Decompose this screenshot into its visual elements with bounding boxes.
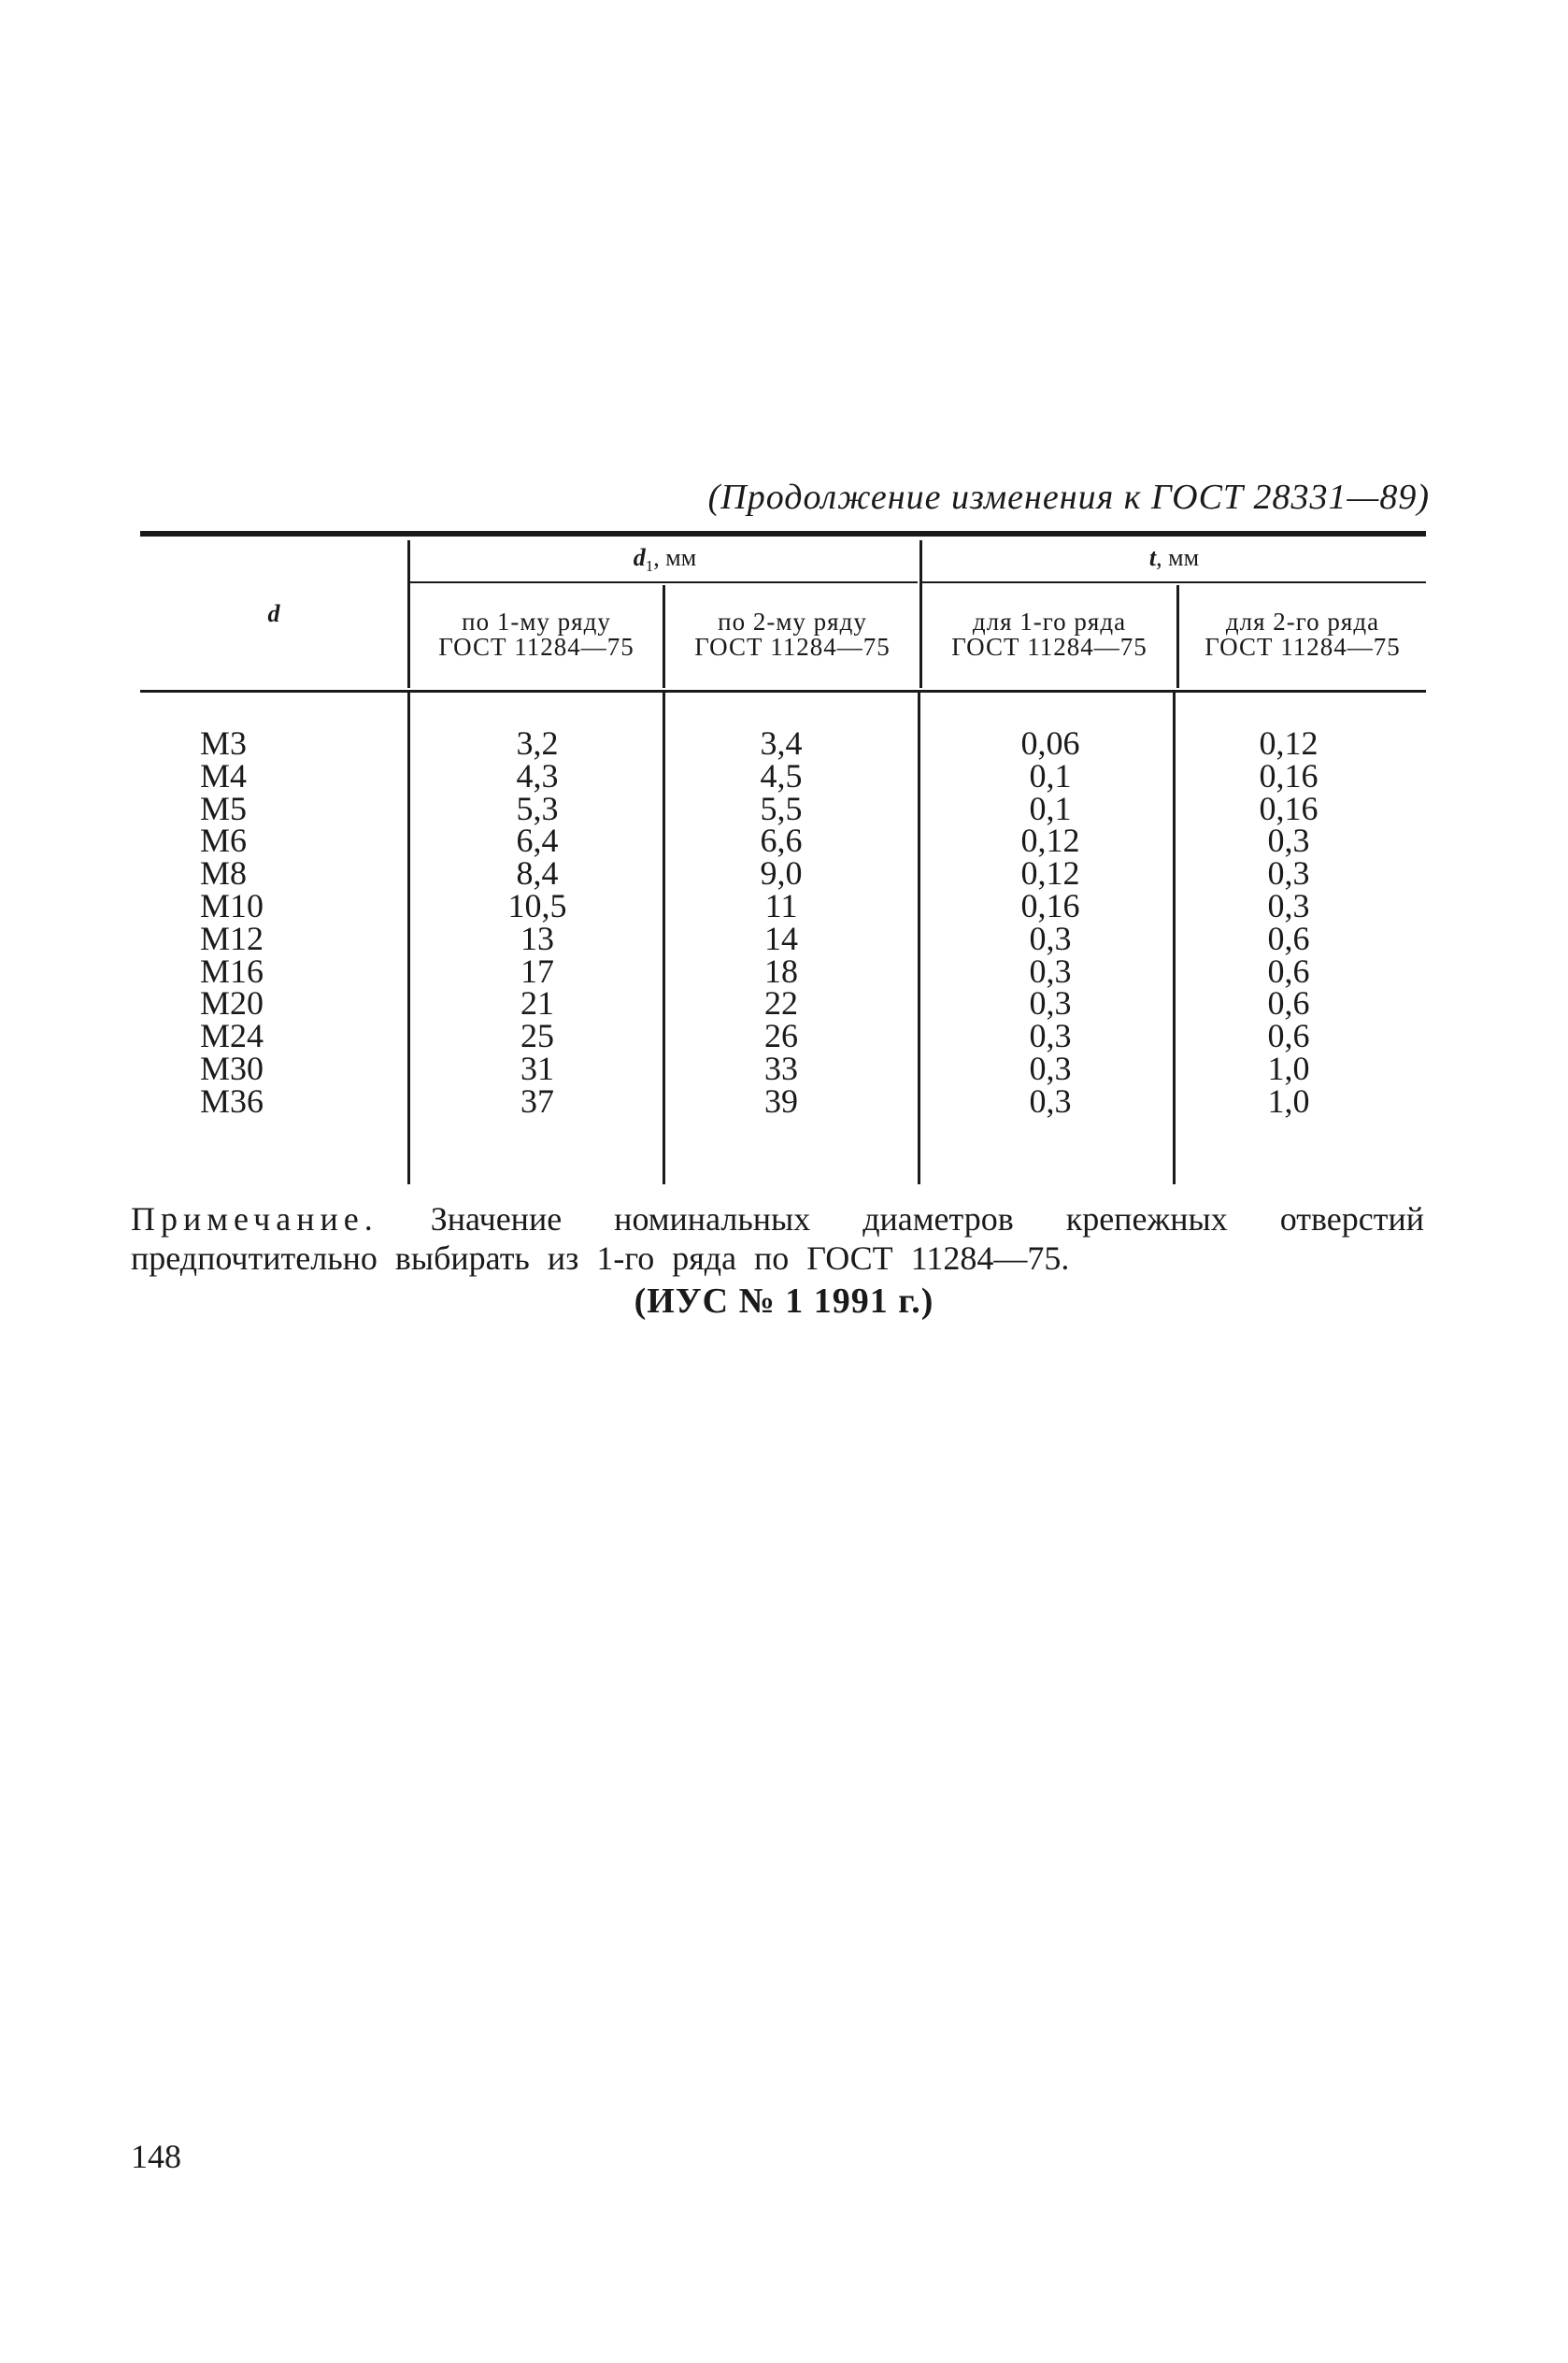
note-text: Значение номинальных диаметров крепежных отверстий предпочтительно выбирать из 1-го ряда по ГОСТ 11284—75. — [131, 1200, 1425, 1277]
cell-d1-row1: 31 — [520, 1049, 554, 1087]
cell-t-row1: 0,12 — [1020, 822, 1080, 860]
cell-d1-row2: 33 — [764, 1049, 798, 1087]
cell-t-row1: 0,3 — [1029, 1049, 1072, 1087]
cell-d1-row2: 5,5 — [760, 789, 803, 827]
column-t-row1-values — [990, 724, 1111, 1120]
row-header-d: d — [267, 600, 280, 627]
cell-d1-row1: 4,3 — [516, 756, 559, 795]
cell-d: M36 — [200, 1081, 264, 1120]
column-divider — [407, 693, 410, 1184]
cell-d1-row2: 9,0 — [760, 854, 803, 893]
column-d-values — [200, 724, 312, 1120]
table-note — [131, 1199, 1424, 1278]
cell-t-row1: 0,3 — [1029, 919, 1072, 957]
cell-t-row1: 0,3 — [1029, 1017, 1072, 1055]
subcolumn-header-d1-row2: по 2-му ряду ГОСТ 11284—75 — [694, 608, 891, 661]
page-number: 148 — [131, 2138, 181, 2175]
cell-t-row1: 0,3 — [1029, 984, 1072, 1023]
cell-d1-row1: 5,3 — [516, 789, 559, 827]
cell-t-row2: 0,6 — [1267, 1017, 1310, 1055]
subcolumn-header-d1-row1: по 1-му ряду ГОСТ 11284—75 — [438, 608, 634, 661]
cell-d1-row1: 10,5 — [507, 886, 567, 924]
group-underline-d1 — [408, 581, 918, 583]
cell-d: M3 — [200, 724, 248, 762]
cell-t-row2: 1,0 — [1267, 1049, 1310, 1087]
column-divider — [1173, 693, 1176, 1184]
cell-t-row1: 0,06 — [1020, 724, 1080, 762]
cell-d: M6 — [200, 822, 248, 860]
cell-d: M10 — [200, 886, 264, 924]
cell-d: M20 — [200, 984, 264, 1023]
note-label: Примечание. — [131, 1200, 378, 1238]
subcolumn-header-t-row2: для 2-го ряда ГОСТ 11284—75 — [1205, 608, 1401, 661]
cell-d1-row2: 18 — [764, 952, 798, 990]
cell-t-row1: 0,3 — [1029, 952, 1072, 990]
cell-d1-row2: 22 — [764, 984, 798, 1023]
group-underline-t — [922, 581, 1426, 583]
cell-d1-row2: 14 — [764, 919, 798, 957]
cell-t-row2: 0,16 — [1259, 756, 1319, 795]
cell-d1-row2: 39 — [764, 1081, 798, 1120]
cell-d1-row1: 21 — [520, 984, 554, 1023]
cell-d1-row2: 26 — [764, 1017, 798, 1055]
cell-t-row1: 0,3 — [1029, 1081, 1072, 1120]
cell-t-row1: 0,16 — [1020, 886, 1080, 924]
cell-d: M5 — [200, 789, 248, 827]
cell-d1-row1: 6,4 — [516, 822, 559, 860]
table-top-rule — [140, 531, 1426, 537]
cell-d: M24 — [200, 1017, 264, 1055]
column-divider — [663, 693, 665, 1184]
cell-d: M4 — [200, 756, 248, 795]
subcolumn-header-t-row1: для 1-го ряда ГОСТ 11284—75 — [951, 608, 1147, 661]
cell-t-row1: 0,1 — [1029, 789, 1072, 827]
cell-t-row1: 0,12 — [1020, 854, 1080, 893]
cell-t-row2: 0,6 — [1267, 984, 1310, 1023]
cell-d1-row1: 37 — [520, 1081, 554, 1120]
group-header-t: t, мм — [1148, 544, 1200, 571]
header-bottom-rule — [140, 690, 1426, 693]
cell-t-row2: 1,0 — [1267, 1081, 1310, 1120]
column-divider — [918, 693, 920, 1184]
column-t-row2-values — [1228, 724, 1349, 1120]
cell-t-row2: 0,6 — [1267, 952, 1310, 990]
cell-t-row2: 0,16 — [1259, 789, 1319, 827]
cell-t-row2: 0,12 — [1259, 724, 1319, 762]
cell-d: M12 — [200, 919, 264, 957]
cell-d1-row2: 4,5 — [760, 756, 803, 795]
cell-d1-row1: 25 — [520, 1017, 554, 1055]
cell-d1-row2: 6,6 — [760, 822, 803, 860]
cell-d1-row1: 13 — [520, 919, 554, 957]
cell-t-row1: 0,1 — [1029, 756, 1072, 795]
column-d1-row2-values — [720, 724, 842, 1120]
cell-t-row2: 0,6 — [1267, 919, 1310, 957]
cell-d1-row1: 3,2 — [516, 724, 559, 762]
cell-t-row2: 0,3 — [1267, 854, 1310, 893]
ius-reference: (ИУС № 1 1991 г.) — [634, 1282, 934, 1321]
cell-d: M16 — [200, 952, 264, 990]
continuation-header: (Продолжение изменения к ГОСТ 28331—89) — [707, 478, 1430, 517]
cell-d: M30 — [200, 1049, 264, 1087]
cell-d1-row1: 8,4 — [516, 854, 559, 893]
cell-d1-row2: 3,4 — [760, 724, 803, 762]
cell-t-row2: 0,3 — [1267, 822, 1310, 860]
cell-d1-row2: 11 — [764, 886, 798, 924]
column-d1-row1-values — [477, 724, 598, 1120]
group-header-d1: $d_1$, мм — [633, 544, 697, 576]
cell-d1-row1: 17 — [520, 952, 554, 990]
cell-t-row2: 0,3 — [1267, 886, 1310, 924]
cell-d: M8 — [200, 854, 248, 893]
